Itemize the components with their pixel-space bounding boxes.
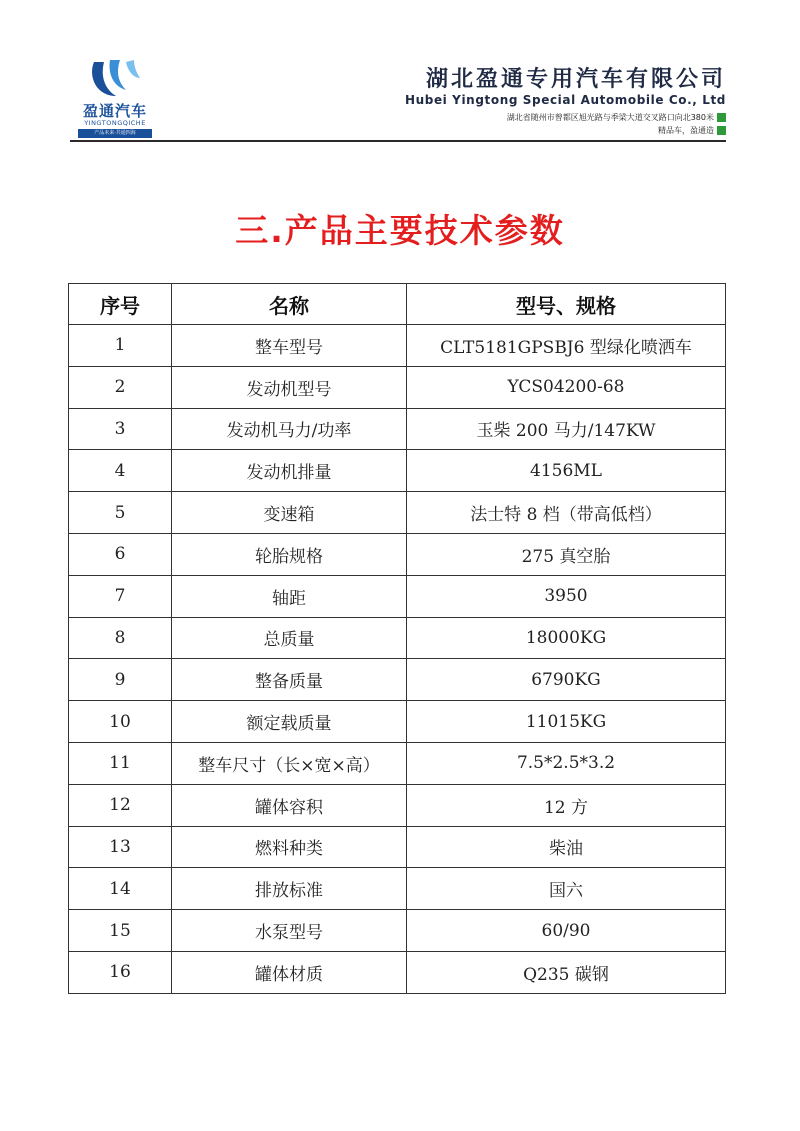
row-spec: YCS04200-68 — [407, 366, 726, 408]
row-index: 8 — [69, 617, 172, 659]
row-spec: 3950 — [407, 575, 726, 617]
row-spec: 法士特 8 档（带高低档） — [407, 492, 726, 534]
address-text: 湖北省随州市曾都区旭光路与季梁大道交叉路口向北380米 — [506, 113, 714, 122]
logo-cn-text: 盈通汽车 — [82, 102, 147, 120]
company-address — [507, 112, 726, 123]
spec-table — [68, 283, 726, 994]
row-index: 16 — [69, 951, 172, 993]
row-name: 燃料种类 — [172, 826, 407, 868]
row-spec: 4156ML — [407, 450, 726, 492]
company-name-en: Hubei Yingtong Special Automobile Co., Ltd — [404, 93, 726, 107]
row-name: 变速箱 — [172, 492, 407, 534]
header-index: 序号 — [69, 284, 172, 325]
row-name: 整备质量 — [172, 659, 407, 701]
row-index: 3 — [69, 408, 172, 450]
row-index: 13 — [69, 826, 172, 868]
row-name: 轴距 — [172, 575, 407, 617]
table-row — [69, 868, 726, 910]
logo-en-text: YINGTONGQICHE — [84, 119, 146, 127]
letterhead — [0, 0, 800, 150]
row-index: 9 — [69, 659, 172, 701]
row-index: 4 — [69, 450, 172, 492]
table-row — [69, 659, 726, 701]
row-index: 7 — [69, 575, 172, 617]
header-name: 名称 — [172, 284, 407, 325]
row-name: 额定载质量 — [172, 701, 407, 743]
company-name-cn: 湖北盈通专用汽车有限公司 — [425, 67, 726, 92]
row-spec: CLT5181GPSBJ6 型绿化喷洒车 — [407, 325, 726, 367]
table-row — [69, 826, 726, 868]
table-row — [69, 951, 726, 993]
row-name: 轮胎规格 — [172, 533, 407, 575]
row-index: 1 — [69, 325, 172, 367]
page-title: 三.产品主要技术参数 — [235, 211, 565, 250]
row-name: 发动机型号 — [172, 366, 407, 408]
row-index: 11 — [69, 742, 172, 784]
table-row — [69, 701, 726, 743]
table-row — [69, 533, 726, 575]
row-spec: 玉柴 200 马力/147KW — [407, 408, 726, 450]
row-spec: 国六 — [407, 868, 726, 910]
row-index: 12 — [69, 784, 172, 826]
header-spec: 型号、规格 — [407, 284, 726, 325]
row-name: 总质量 — [172, 617, 407, 659]
table-row — [69, 450, 726, 492]
recycle-badge-icon — [717, 126, 726, 135]
row-spec: Q235 碳钢 — [407, 951, 726, 993]
slogan-text: 精品车，盈通造 — [658, 126, 714, 135]
row-name: 水泵型号 — [172, 910, 407, 952]
row-index: 5 — [69, 492, 172, 534]
row-name: 罐体材质 — [172, 951, 407, 993]
table-row — [69, 742, 726, 784]
table-row — [69, 575, 726, 617]
row-name: 罐体容积 — [172, 784, 407, 826]
green-square-icon — [717, 113, 726, 122]
row-index: 10 — [69, 701, 172, 743]
company-logo — [70, 56, 160, 140]
logo-slogan: 产品未来·共通四海 — [78, 129, 152, 138]
table-row — [69, 366, 726, 408]
row-spec: 18000KG — [407, 617, 726, 659]
row-spec: 275 真空胎 — [407, 533, 726, 575]
row-index: 15 — [69, 910, 172, 952]
table-row — [69, 617, 726, 659]
table-row — [69, 910, 726, 952]
row-spec: 60/90 — [407, 910, 726, 952]
row-spec: 11015KG — [407, 701, 726, 743]
row-spec: 12 方 — [407, 784, 726, 826]
row-name: 发动机马力/功率 — [172, 408, 407, 450]
table-row — [69, 408, 726, 450]
table-row — [69, 325, 726, 367]
row-name: 整车型号 — [172, 325, 407, 367]
row-name: 整车尺寸（长×宽×高） — [172, 742, 407, 784]
table-row — [69, 784, 726, 826]
logo-emblem-icon — [86, 56, 144, 100]
row-spec: 柴油 — [407, 826, 726, 868]
company-slogan — [658, 125, 726, 136]
row-spec: 6790KG — [407, 659, 726, 701]
row-name: 发动机排量 — [172, 450, 407, 492]
table-header-row — [69, 284, 726, 325]
table-row — [69, 492, 726, 534]
row-name: 排放标准 — [172, 868, 407, 910]
row-index: 6 — [69, 533, 172, 575]
row-index: 14 — [69, 868, 172, 910]
row-index: 2 — [69, 366, 172, 408]
row-spec: 7.5*2.5*3.2 — [407, 742, 726, 784]
header-divider — [70, 140, 726, 142]
